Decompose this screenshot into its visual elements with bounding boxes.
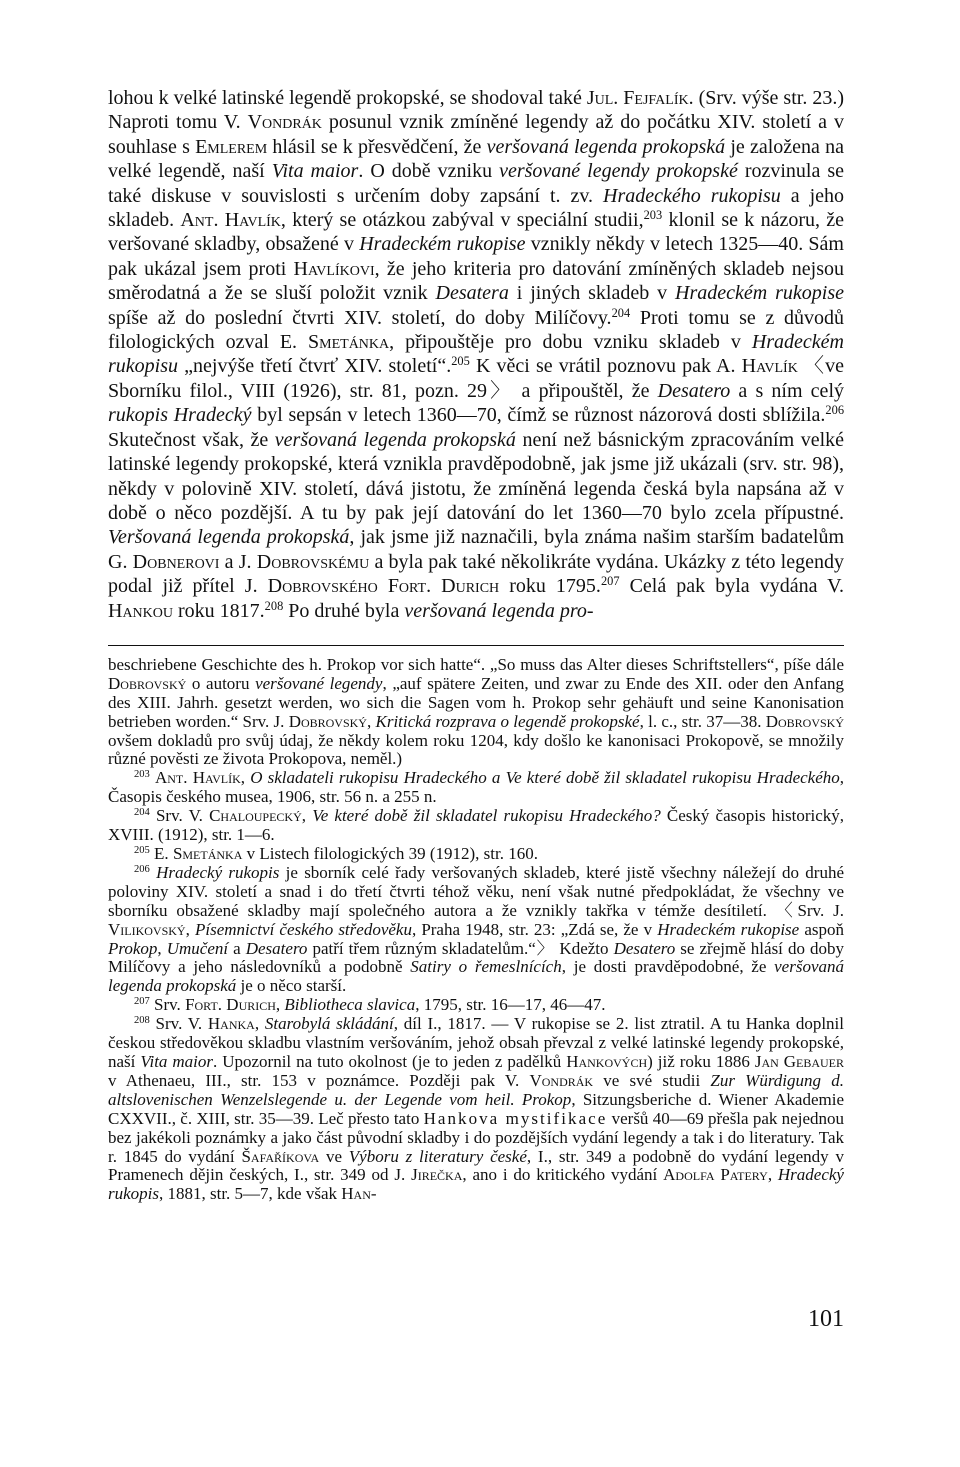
page-number: 101 xyxy=(808,1306,844,1332)
work-title: veršovaná legenda prokopská xyxy=(274,428,516,451)
work-title: Hradeckém rukopise xyxy=(675,282,845,305)
footnote-number: 206 xyxy=(134,864,150,876)
author-name: Havlíkovi xyxy=(293,257,375,280)
footnote-number: 205 xyxy=(134,845,150,857)
work-title: Hradeckém rukopise xyxy=(359,233,526,256)
footnote-ref[interactable]: 204 xyxy=(611,305,631,320)
main-paragraph: lohou k velké latinské legendě prokopské, se shodoval také Jul. Fejfalík. (Srv. výše str. 23.) Naproti tomu V. Vondrák posunul vznik zmíněné legendy až do počátku XIV. století a v souhlase s Emlerem hlásil se k přesvědčení, že veršovaná legenda prokopská je založena na velké legendě, naší Vita maior. O době vzniku veršované legendy prokopské rozvinula se také diskuse v souvislosti s určením doby zapsání t. zv. Hradeckého rukopisu a jeho skladeb. Ant. Havlík, který se otázkou zabýval v speciální studii,$^{203}$ klonil se k názoru, že veršované skladby, obsažené v Hradeckém rukopise vznikly někdy v letech 1325—40. Sám pak ukázal jsem proti Havlíkovi, že jeho kriteria pro datování zmíněných skladeb nejsou směrodatná a že se sluší položit vznik Desatera i jiných skladeb v Hradeckém rukopise spíše až do poslední čtvrti XIV. století, do doby Milíčovy.$^{204}$ Proti tomu se z důvodů filologických ozval E. Smetánka, připouštěje pro dobu vzniku skladeb v Hradeckém rukopisu „nejvýše třetí čtvrť XIV. století“.$^{205}$ K věci se vrátil poznovu pak A. Havlík 〈ve Sborníku filol., VIII (1926), str. 81, pozn. 29〉 a připouštěl, že Desatero a s ním celý rukopis Hradecký byl sepsán v letech 1360—70, čímž se různost názorová dosti sblížila.$^{206}$ Skutečnost však, že veršovaná legenda prokopská není než básnickým zpracováním velké latinské legendy prokopské, která vznikla pravděpodobně, jak jsme již ukázali (srv. str. 98), někdy v polovině XIV. století, dává jistotu, že zmíněná legenda česká byla napsána až v době o něco pozdější. A tu by pak její datování do let 1360—70 bylo zcela přípustné. Veršovaná legenda prokopská, jak jsme již naznačili, byla známa našim starším badatelům G. Dobnerovi a J. Dobrovskému a byla pak také několikráte vydána. Ukázky z této legendy podal již přítel J. Dobrovského Fort. Durich roku 1795.$^{207}$ Celá pak byla vydána V. Hankou roku 1817.$^{208}$ Po druhé byla veršovaná legenda pro- xyxy=(108,87,845,622)
author-name: Emlerem xyxy=(195,135,268,158)
author-name: Hankou xyxy=(108,599,173,622)
footnote-number: 207 xyxy=(134,996,150,1008)
main-text xyxy=(108,86,844,623)
work-title: rukopis Hradecký xyxy=(108,404,252,427)
author-name: Vondrák xyxy=(247,111,322,134)
author-name: Jul. Fejfalík xyxy=(586,87,689,109)
footnote-ref[interactable]: 208 xyxy=(264,598,284,613)
work-title: Vita maior xyxy=(271,160,359,183)
work-title: Desatera xyxy=(435,282,509,305)
work-title: Hradeckého rukopisu xyxy=(603,184,781,207)
footnotes xyxy=(108,656,844,1204)
footnote-ref[interactable]: 205 xyxy=(451,354,470,369)
footnote-203: $^{203}$ Ant. Havlík, O skladateli rukopisu Hradeckého a Ve které době žil skladatel rukopisu Hradeckého, Časopis českého musea, 1906, str. 56 n. a 255 n. xyxy=(108,768,845,807)
footnote-separator xyxy=(108,645,844,646)
footnote-ref[interactable]: 207 xyxy=(600,574,620,589)
footnote-continuation: beschriebene Geschichte des h. Prokop vor sich hatte“. „So muss das Alter dieses Schriftstellers“, píše dále Dobrovský o autoru veršované legendy, „auf spätere Zeiten, und zwar zu Ende des XII. oder den Anfang des XIII. Jahrh. gesetzt werden, wo sich die Sagen vom h. Prokop sehr gehäuft und seine Kanonisation betrieben worden.“ Srv. J. Dobrovský, Kritická rozprava o legendě prokopské, l. c., str. 37—38. Dobrovský ovšem dokladů pro svůj údaj, že někdy kolem roku 1204, kdy došlo ke kanonisaci Prokopově, se množily různé pověsti ze života Prokopova, neměl.) xyxy=(108,654,845,769)
footnote-number: 208 xyxy=(134,1015,150,1027)
work-title: Veršovaná legenda prokopská xyxy=(108,526,350,549)
work-title: veršovaná legenda pro- xyxy=(404,599,594,622)
work-title: Desatero xyxy=(657,379,731,402)
author-name: Smetánka xyxy=(308,331,390,354)
footnote-205: $^{205}$ E. Smetánka v Listech filologických 39 (1912), str. 160. xyxy=(134,844,538,863)
author-name: Havlík xyxy=(741,355,798,378)
work-title: Hradeckém rukopisu xyxy=(108,331,844,378)
footnote-number: 203 xyxy=(134,769,150,781)
author-name: Ant. Havlík xyxy=(180,209,281,232)
footnote-ref[interactable]: 206 xyxy=(825,403,845,418)
author-name: Dobrovského Fort. Durich xyxy=(267,575,500,598)
author-name: Dobrovskému xyxy=(256,550,370,573)
footnote-number: 204 xyxy=(134,807,150,819)
work-title: veršované legendy prokopské xyxy=(499,160,738,183)
footnote-ref[interactable]: 203 xyxy=(643,208,663,223)
page xyxy=(108,86,844,1204)
author-name: Dobnerovi xyxy=(132,550,220,573)
footnote-206: $^{206}$ Hradecký rukopis je sborník celé řady veršovaných skladeb, které jistě všechny náležejí do druhé poloviny XIV. století a snad i do třetí čtvrti téhož věku, není však nutné předpokládat, že všechny ve sborníku obsažené skladby mají společného autora a že vznikly takřka v témže desítiletí. 〈Srv. J. Vilikovský, Písemnictví českého středověku, Praha 1948, str. 23: „Zdá se, že v Hradeckém rukopise aspoň Prokop, Umučení a Desatero patří třem různým skladatelům.“〉 Kdežto Desatero se zřejmě hlásí do doby Milíčovy a jeho následovníků a podobně Satiry o řemeslnících, je dosti pravděpodobné, že veršovaná legenda prokopská je o něco starší. xyxy=(108,862,845,996)
footnote-207: $^{207}$ Srv. Fort. Durich, Bibliotheca slavica, 1795, str. 16—17, 46—47. xyxy=(134,995,606,1015)
footnote-208: $^{208}$ Srv. V. Hanka, Starobylá skládání, díl I., 1817. — V rukopise se 2. list ztratil. A tu Hanka doplnil českou středověkou skladbu vlastním veršováním, jehož obsah převzal z velké latinské legendy prokopské, naší Vita maior. Upozornil na tuto okolnost (je to jeden z padělků Hankových) již roku 1886 Jan Gebauer v Athenaeu, III., str. 153 v poznámce. Později pak V. Vondrák ve své studii Zur Würdigung d. altslovenischen Wenzelslegende u. der Legende vom heil. Prokop, Sitzungsberiche d. Wiener Akademie CXXVII., č. XIII, str. 35—39. Leč přesto tato Hankova mystifikace veršů 40—69 přešla pak nejednou bez jakékoli poznámky a jako část původní skladby i do pozdějších vydání legendy a tak i do literatury. Tak r. 1845 do vydání Šafaříkova ve Výboru z literatury české, I., str. 349 a podobně do vydání legendy v Pramenech dějin českých, I., str. 349 od J. Jirečka, ano i do kritického vydání Adolfa Patery, Hradecký rukopis, 1881, str. 5—7, kde však Han- xyxy=(108,1014,845,1204)
footnote-204: $^{204}$ Srv. V. Chaloupecký, Ve které době žil skladatel rukopisu Hradeckého? Český časopis historický, XVIII. (1912), str. 1—6. xyxy=(108,806,845,845)
work-title: veršovaná legenda prokopská xyxy=(486,135,726,158)
